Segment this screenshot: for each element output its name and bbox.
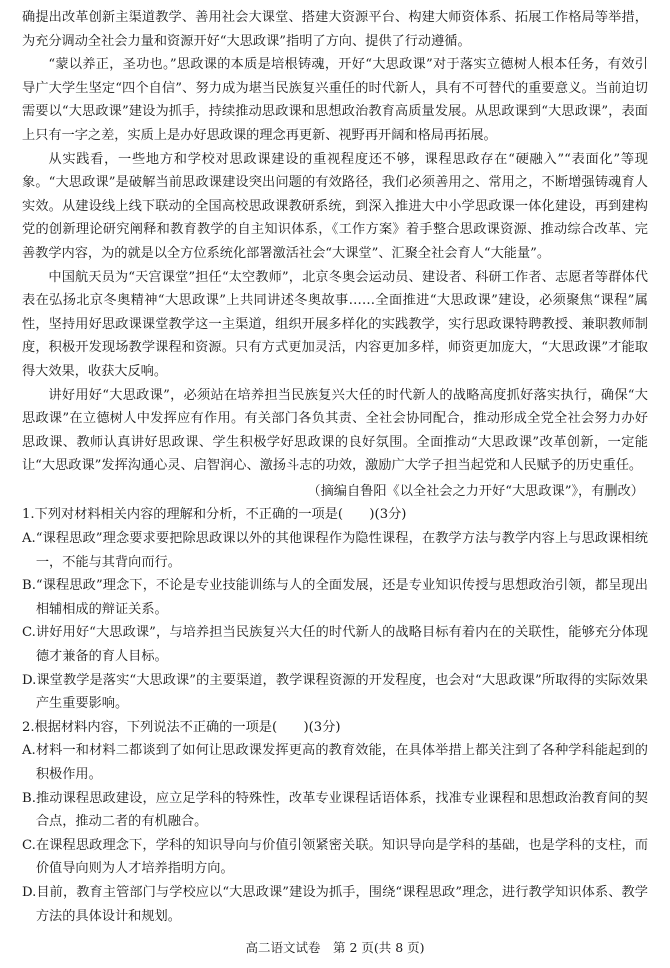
question-option: B.“课程思政”理念下，不论是专业技能训练与人的全面发展，还是专业知识传授与思想政治引领，都呈现出相辅相成的辩证关系。: [22, 578, 648, 617]
question-option: C.讲好用好“大思政课”，与培养担当民族复兴大任的时代新人的战略目标有着内在的关联性，能够充分体现德才兼备的育人目标。: [22, 625, 648, 665]
question-2: [22, 716, 648, 928]
passage-paragraph-2: 从实践看，一些地方和学校对思政课建设的重视程度还不够，课程思政存在“硬融入”“表面化”等现象。“大思政课”是破解当前思政课建设突出问题的有效路径，我们必须善用之、常用之，不断增强铸魂育人实效。从建设线上线下联动的全国高校思政课教研系统，到深入推进大中小学思政课一体化建设，再到建构党的创新理论研究阐释和教育教学的自主知识体系，《工作方案》着手整合思政课资源、推动综合改革、完善教学内容，为的就是以全方位系统化部署激活社会“大课堂”、汇聚全社会育人“大能量”。: [22, 151, 648, 261]
question-1: [22, 503, 648, 715]
reading-passage: [22, 6, 648, 503]
passage-paragraph-1: “蒙以养正，圣功也。”思政课的本质是培根铸魂，开好“大思政课”对于落实立德树人根本任务，有效引导广大学生坚定“四个自信”、努力成为堪当民族复兴重任的时代新人，具有不可替代的重要意义。当前迫切需要以“大思政课”建设为抓手，持续推动思政课和思想政治教育高质量发展。从思政课到“大思政课”，表面上只有一字之差，实质上是办好思政课的理念再更新、视野再开阔和格局再拓展。: [22, 57, 648, 143]
passage-paragraph-3: 中国航天员为“天宫课堂”担任“太空教师”，北京冬奥会运动员、建设者、科研工作者、志愿者等群体代表在弘扬北京冬奥精神“大思政课”上共同讲述冬奥故事……全面推进“大思政课”建设，必须聚焦“课程”属性，坚持用好思政课课堂教学这一主渠道，组织开展多样化的实践教学，实行思政课特聘教授、兼职教师制度，积极开发现场教学课程和资源。只有方式更加灵活，内容更加多样，师资更加庞大，“大思政课”才能取得大效果，收获大反响。: [22, 269, 648, 379]
question-option: A.“课程思政”理念要求要把除思政课以外的其他课程作为隐性课程，在教学方法与教学内容上与思政课相统一，不能与其背向而行。: [22, 531, 648, 570]
question-option: D.课堂教学是落实“大思政课”的主要渠道，教学课程资源的开发程度，也会对“大思政课”所取得的实际效果产生重要影响。: [22, 672, 648, 712]
passage-source: （摘编自鲁阳《以全社会之力开好“大思政课”》，有删改）: [307, 483, 644, 499]
question-option: A.材料一和材料二都谈到了如何让思政课发挥更高的教育效能，在具体举措上都关注到了各种学科能起到的积极作用。: [22, 743, 648, 782]
passage-paragraph-4: 讲好用好“大思政课”，必须站在培养担当民族复兴大任的时代新人的战略高度抓好落实执行，确保“大思政课”在立德树人中发挥应有作用。有关部门各负其责、全社会协同配合，推动形成全党全社会努力办好思政课、教师认真讲好思政课、学生积极学好思政课的良好氛围。全面推动“大思政课”改革创新，一定能让“大思政课”发挥沟通心灵、启智润心、激扬斗志的功效，激励广大学子担当起党和人民赋予的历史重任。: [22, 387, 648, 474]
question-option: D.目前，教育主管部门与学校应以“大思政课”建设为抓手，围绕“课程思政”理念，进行教学知识体系、教学方法的具体设计和规划。: [22, 884, 648, 924]
passage-paragraph-0: 确提出改革创新主渠道教学、善用社会大课堂、搭建大资源平台、构建大师资体系、拓展工作格局等举措，为充分调动全社会力量和资源开好“大思政课”指明了方向、提供了行动遵循。: [22, 10, 648, 49]
question-option: C.在课程思政理念下，学科的知识导向与价值引领紧密关联。知识导向是学科的基础，也是学科的支柱，而价值导向则为人才培养指明方向。: [22, 837, 648, 877]
question-stem: 1.下列对材料相关内容的理解和分析，不正确的一项是( )(3分): [22, 507, 407, 523]
page-footer: 高二语文试卷 第 2 页(共 8 页): [245, 940, 425, 955]
question-option: B.推动课程思政建设，应立足学科的特殊性，改革专业课程话语体系，找准专业课程和思想政治教育间的契合点，推动二者的有机融合。: [22, 790, 648, 830]
question-stem: 2.根据材料内容，下列说法不正确的一项是( )(3分): [22, 719, 341, 735]
